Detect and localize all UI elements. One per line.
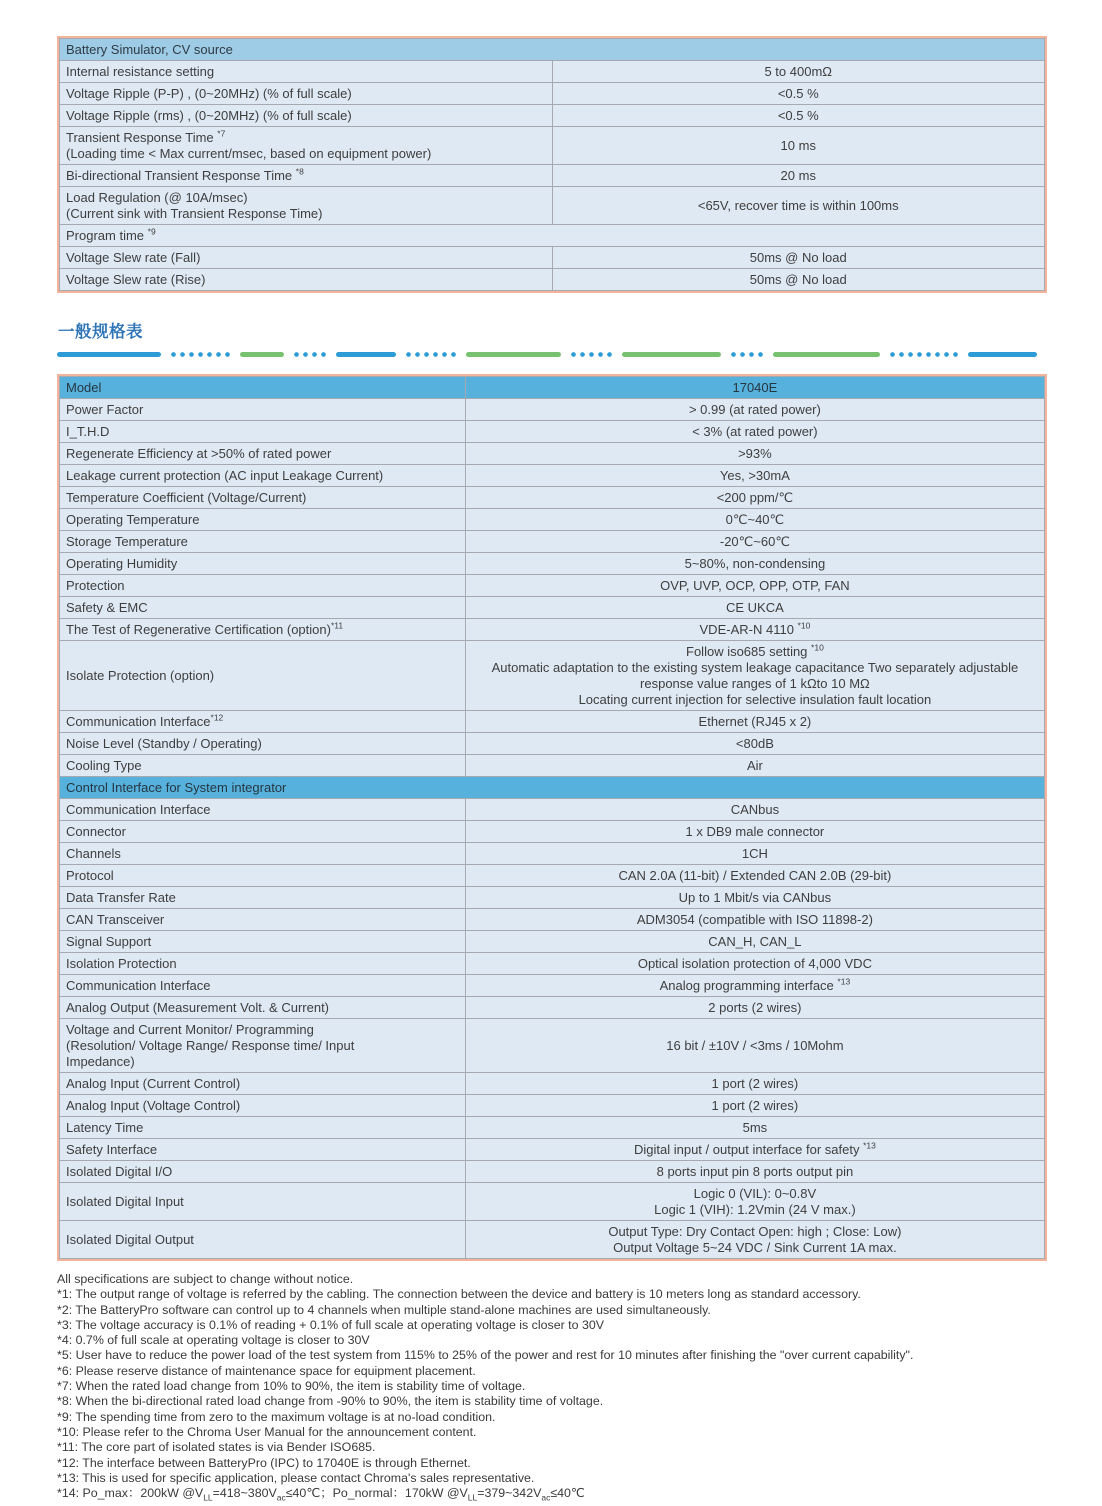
spec-row <box>60 799 1045 821</box>
spec-row <box>60 1221 1045 1259</box>
spec-label-cell: Safety Interface <box>60 1139 466 1161</box>
spec-value-cell: ADM3054 (compatible with ISO 11898-2) <box>465 909 1044 931</box>
spec-label-cell: Operating Temperature <box>60 509 466 531</box>
spec-value-cell: 5ms <box>465 1117 1044 1139</box>
spec-value-cell: VDE-AR-N 4110 $^{*10}$ <box>465 619 1044 641</box>
footnote: *12: The interface between BatteryPro (IPC) to 17040E is through Ethernet. <box>57 1455 471 1470</box>
footnotes <box>57 1272 1067 1501</box>
spec-label-cell: Transient Response Time $^{*7}$ (Loading time < Max current/msec, based on equipment power) <box>60 127 553 165</box>
spec-label-cell: Isolation Protection <box>60 953 466 975</box>
spec-label-cell: Latency Time <box>60 1117 466 1139</box>
spec-row <box>60 1073 1045 1095</box>
spec-row <box>60 269 1045 291</box>
spec-row <box>60 865 1045 887</box>
spec-row <box>60 931 1045 953</box>
datasheet-page <box>57 36 1047 1501</box>
footnote: *2: The BatteryPro software can control up to 4 channels when multiple stand-alone machines are used simultaneously. <box>57 1302 711 1317</box>
spec-label-cell: Temperature Coefficient (Voltage/Current) <box>60 487 466 509</box>
spec-row <box>60 909 1045 931</box>
spec-label-cell: Operating Humidity <box>60 553 466 575</box>
footnote: *1: The output range of voltage is referred by the cabling. The connection between the device and battery is 10 meters long as standard accessory. <box>57 1287 861 1302</box>
footnote: *8: When the bi-directional rated load change from -90% to 90%, the item is stability time of voltage. <box>57 1394 604 1409</box>
spec-row <box>60 83 1045 105</box>
spec-label-cell: Isolated Digital Output <box>60 1221 466 1259</box>
table-section-title: Battery Simulator, CV source <box>60 39 1045 61</box>
spec-value-cell: <0.5 % <box>552 105 1045 127</box>
spec-value-cell: 50ms @ No load <box>552 269 1045 291</box>
spec-row <box>60 187 1045 225</box>
spec-label-cell: Voltage and Current Monitor/ Programming (Resolution/ Voltage Range/ Response time/ Input Impedance) <box>60 1019 466 1073</box>
spec-label-cell: Power Factor <box>60 399 466 421</box>
spec-value-cell: < 3% (at rated power) <box>465 421 1044 443</box>
spec-value-cell: > 0.99 (at rated power) <box>465 399 1044 421</box>
spec-value-cell: Yes, >30mA <box>465 465 1044 487</box>
footnote: *7: When the rated load change from 10% to 90%, the item is stability time of voltage. <box>57 1379 526 1394</box>
spec-row <box>60 843 1045 865</box>
spec-value-cell: CAN 2.0A (11-bit) / Extended CAN 2.0B (29-bit) <box>465 865 1044 887</box>
spec-row <box>60 531 1045 553</box>
spec-row <box>60 1183 1045 1221</box>
divider-dots <box>731 352 763 357</box>
spec-value-cell: Output Type: Dry Contact Open: high ; Close: Low) Output Voltage 5~24 VDC / Sink Current 1A max. <box>465 1221 1044 1259</box>
spec-value-cell: Optical isolation protection of 4,000 VDC <box>465 953 1044 975</box>
divider-dash <box>773 352 880 357</box>
spec-label-cell: Analog Input (Voltage Control) <box>60 1095 466 1117</box>
spec-value-cell: Logic 0 (VIL): 0~0.8V Logic 1 (VIH): 1.2Vmin (24 V max.) <box>465 1183 1044 1221</box>
spec-label-cell: Voltage Ripple (P-P) , (0~20MHz) (% of full scale) <box>60 83 553 105</box>
spec-value-cell: CAN_H, CAN_L <box>465 931 1044 953</box>
spec-label-cell: I_T.H.D <box>60 421 466 443</box>
spec-value-cell: >93% <box>465 443 1044 465</box>
spec-value-cell: -20℃~60℃ <box>465 531 1044 553</box>
spec-row <box>60 619 1045 641</box>
spec-label-cell: Storage Temperature <box>60 531 466 553</box>
spec-value-cell: 17040E <box>465 377 1044 399</box>
spec-row <box>60 733 1045 755</box>
spec-row <box>60 509 1045 531</box>
spec-row <box>60 105 1045 127</box>
spec-row <box>60 487 1045 509</box>
spec-label-cell: Isolate Protection (option) <box>60 641 466 711</box>
spec-row <box>60 399 1045 421</box>
spec-label-cell: Load Regulation (@ 10A/msec) (Current sink with Transient Response Time) <box>60 187 553 225</box>
spec-label-cell: Voltage Slew rate (Rise) <box>60 269 553 291</box>
spec-value-cell: 1 port (2 wires) <box>465 1073 1044 1095</box>
spec-label-cell: Channels <box>60 843 466 865</box>
spec-value-cell: 1CH <box>465 843 1044 865</box>
spec-row <box>60 61 1045 83</box>
footnote: *10: Please refer to the Chroma User Manual for the announcement content. <box>57 1424 477 1439</box>
spec-value-cell: 16 bit / ±10V / <3ms / 10Mohm <box>465 1019 1044 1073</box>
spec-value-cell: Analog programming interface $^{*13}$ <box>465 975 1044 997</box>
spec-label-cell: Leakage current protection (AC input Leakage Current) <box>60 465 466 487</box>
footnote: *5: User have to reduce the power load of the test system from 115% to 25% of the power and rest for 10 minutes after finishing the "over current capability". <box>57 1348 914 1363</box>
spec-value-cell: CE UKCA <box>465 597 1044 619</box>
spec-value-cell: Follow iso685 setting $^{*10}$ Automatic adaptation to the existing system leakage capacitance Two separately adjustable response value ranges of 1 kΩto 10 MΩ Locating current injection for selective insulation fault location <box>465 641 1044 711</box>
spec-label-cell: Protection <box>60 575 466 597</box>
spec-row <box>60 1019 1045 1073</box>
spec-row <box>60 225 1045 247</box>
footnote: *4: 0.7% of full scale at operating voltage is closer to 30V <box>57 1333 370 1348</box>
divider-dots <box>571 352 612 357</box>
table-header-row <box>60 377 1045 399</box>
spec-value-cell: 1 port (2 wires) <box>465 1095 1044 1117</box>
table-section-row <box>60 777 1045 799</box>
divider-dots <box>294 352 326 357</box>
spec-row <box>60 465 1045 487</box>
spec-label-cell: Isolated Digital Input <box>60 1183 466 1221</box>
spec-row <box>60 443 1045 465</box>
footnote: *9: The spending time from zero to the maximum voltage is at no-load condition. <box>57 1409 496 1424</box>
spec-label-cell: Analog Input (Current Control) <box>60 1073 466 1095</box>
spec-row <box>60 127 1045 165</box>
spec-value-cell: CANbus <box>465 799 1044 821</box>
divider-dash <box>240 352 284 357</box>
spec-label-cell: Noise Level (Standby / Operating) <box>60 733 466 755</box>
spec-label-cell: Voltage Ripple (rms) , (0~20MHz) (% of full scale) <box>60 105 553 127</box>
spec-label-cell: Data Transfer Rate <box>60 887 466 909</box>
table-title-row <box>60 39 1045 61</box>
spec-label-cell: CAN Transceiver <box>60 909 466 931</box>
section-divider <box>57 351 1047 357</box>
spec-row <box>60 575 1045 597</box>
spec-label-cell: Communication Interface <box>60 799 466 821</box>
spec-label-cell: Analog Output (Measurement Volt. & Current) <box>60 997 466 1019</box>
spec-value-cell: 20 ms <box>552 165 1045 187</box>
spec-value-cell: 0℃~40℃ <box>465 509 1044 531</box>
spec-row <box>60 553 1045 575</box>
battery-simulator-table <box>57 36 1047 293</box>
spec-value-cell: 2 ports (2 wires) <box>465 997 1044 1019</box>
spec-label-cell: Communication Interface <box>60 975 466 997</box>
spec-label-cell: Cooling Type <box>60 755 466 777</box>
spec-row <box>60 821 1045 843</box>
footnote: *6: Please reserve distance of maintenance space for equipment placement. <box>57 1363 476 1378</box>
spec-value-cell: 1 x DB9 male connector <box>465 821 1044 843</box>
spec-row <box>60 755 1045 777</box>
spec-value-cell: Ethernet (RJ45 x 2) <box>465 711 1044 733</box>
divider-dash <box>336 352 396 357</box>
spec-value-cell: 10 ms <box>552 127 1045 165</box>
spec-row <box>60 1095 1045 1117</box>
table-section-title: Control Interface for System integrator <box>60 777 1045 799</box>
spec-row <box>60 953 1045 975</box>
footnote: *14: Po_max：200kW $@V_{LL}=418\sim 380V_{ac}\le 40℃$；Po_normal：170kW $@V_{LL}=379\sim 342V_{ac}\le 40℃$ <box>57 1486 585 1503</box>
spec-row <box>60 975 1045 997</box>
spec-row <box>60 421 1045 443</box>
spec-label-cell: The Test of Regenerative Certification (option)$^{*11}$ <box>60 619 466 641</box>
spec-row <box>60 997 1045 1019</box>
divider-dots <box>171 352 230 357</box>
spec-row <box>60 887 1045 909</box>
general-spec-data-table <box>59 376 1045 1259</box>
footnote: All specifications are subject to change without notice. <box>57 1272 354 1286</box>
spec-label-cell: Bi-directional Transient Response Time $^{*8}$ <box>60 165 553 187</box>
spec-label-cell: Regenerate Efficiency at >50% of rated power <box>60 443 466 465</box>
general-spec-section-title: 一般规格表 <box>58 323 143 341</box>
spec-row <box>60 1139 1045 1161</box>
spec-label-cell: Safety & EMC <box>60 597 466 619</box>
divider-dots <box>890 352 958 357</box>
spec-label-cell: Isolated Digital I/O <box>60 1161 466 1183</box>
spec-label-cell: Connector <box>60 821 466 843</box>
spec-value-cell: <0.5 % <box>552 83 1045 105</box>
spec-value-cell: 5~80%, non-condensing <box>465 553 1044 575</box>
spec-label-cell: Voltage Slew rate (Fall) <box>60 247 553 269</box>
spec-label-cell: Model <box>60 377 466 399</box>
spec-label-cell: Signal Support <box>60 931 466 953</box>
spec-value-cell: Up to 1 Mbit/s via CANbus <box>465 887 1044 909</box>
spec-label-cell: Communication Interface$^{*12}$ <box>60 711 466 733</box>
spec-value-cell: 50ms @ No load <box>552 247 1045 269</box>
spec-label-cell: Protocol <box>60 865 466 887</box>
divider-dash <box>57 352 161 357</box>
footnote: *11: The core part of isolated states is via Bender ISO685. <box>57 1440 376 1455</box>
spec-label-cell: Internal resistance setting <box>60 61 553 83</box>
spec-row <box>60 165 1045 187</box>
spec-value-cell: Air <box>465 755 1044 777</box>
divider-dash <box>622 352 721 357</box>
general-spec-table <box>57 374 1047 1261</box>
spec-row <box>60 1117 1045 1139</box>
divider-dots <box>406 352 456 357</box>
footnote: *13: This is used for specific application, please contact Chroma's sales representative. <box>57 1470 535 1485</box>
spec-value-cell: OVP, UVP, OCP, OPP, OTP, FAN <box>465 575 1044 597</box>
footnote: *3: The voltage accuracy is 0.1% of reading + 0.1% of full scale at operating voltage is closer to 30V <box>57 1317 604 1332</box>
spec-value-cell: 5 to 400mΩ <box>552 61 1045 83</box>
spec-row <box>60 597 1045 619</box>
spec-row <box>60 711 1045 733</box>
divider-dash <box>968 352 1037 357</box>
spec-label-cell: Program time $^{*9}$ <box>60 225 1045 247</box>
spec-row <box>60 247 1045 269</box>
spec-value-cell: <80dB <box>465 733 1044 755</box>
battery-simulator-spec-table <box>59 38 1045 291</box>
spec-row <box>60 1161 1045 1183</box>
spec-value-cell: 8 ports input pin 8 ports output pin <box>465 1161 1044 1183</box>
spec-value-cell: <200 ppm/℃ <box>465 487 1044 509</box>
spec-value-cell: Digital input / output interface for safety $^{*13}$ <box>465 1139 1044 1161</box>
divider-dash <box>466 352 561 357</box>
spec-value-cell: <65V, recover time is within 100ms <box>552 187 1045 225</box>
spec-row <box>60 641 1045 711</box>
